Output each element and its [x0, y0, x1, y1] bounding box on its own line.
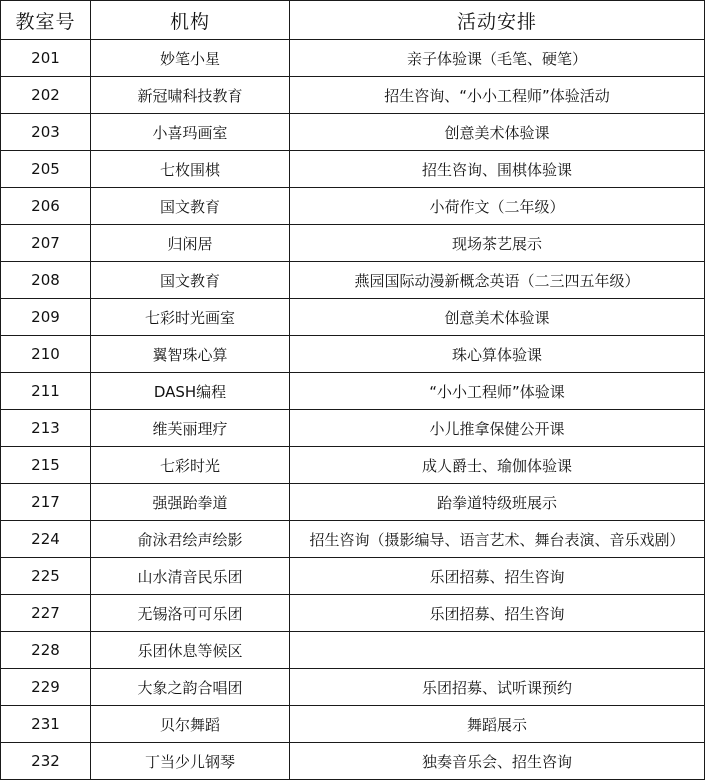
activity-cell: 现场茶艺展示	[290, 225, 705, 262]
table-row	[1, 669, 705, 706]
table-body	[1, 40, 705, 780]
activity-cell: 舞蹈展示	[290, 706, 705, 743]
table-row	[1, 336, 705, 373]
room-number-cell: 206	[1, 188, 91, 225]
activity-cell: 招生咨询、“小小工程师”体验活动	[290, 77, 705, 114]
room-number-cell: 229	[1, 669, 91, 706]
activity-cell: 小荷作文（二年级）	[290, 188, 705, 225]
organization-cell: 新冠啸科技教育	[91, 77, 290, 114]
activity-cell: 亲子体验课（毛笔、硬笔）	[290, 40, 705, 77]
header-row	[1, 1, 705, 40]
room-number-cell: 213	[1, 410, 91, 447]
activity-cell: 独奏音乐会、招生咨询	[290, 743, 705, 780]
room-number-cell: 211	[1, 373, 91, 410]
organization-cell: 无锡洛可可乐团	[91, 595, 290, 632]
room-number-cell: 224	[1, 521, 91, 558]
organization-cell: 强强跆拳道	[91, 484, 290, 521]
activity-cell: 小儿推拿保健公开课	[290, 410, 705, 447]
activity-cell: 燕园国际动漫新概念英语（二三四五年级）	[290, 262, 705, 299]
organization-cell: 归闲居	[91, 225, 290, 262]
organization-cell: DASH编程	[91, 373, 290, 410]
organization-cell: 乐团休息等候区	[91, 632, 290, 669]
table-row	[1, 262, 705, 299]
table-row	[1, 373, 705, 410]
room-number-cell: 203	[1, 114, 91, 151]
table-row	[1, 410, 705, 447]
table-row	[1, 595, 705, 632]
table-header	[1, 1, 705, 40]
table-row	[1, 743, 705, 780]
organization-cell: 维芙丽理疗	[91, 410, 290, 447]
activity-cell: 珠心算体验课	[290, 336, 705, 373]
activity-cell	[290, 632, 705, 669]
table-row	[1, 632, 705, 669]
activity-cell: 招生咨询、围棋体验课	[290, 151, 705, 188]
table-row	[1, 299, 705, 336]
room-number-cell: 208	[1, 262, 91, 299]
organization-cell: 小喜玛画室	[91, 114, 290, 151]
room-number-cell: 207	[1, 225, 91, 262]
room-number-cell: 227	[1, 595, 91, 632]
room-number-cell: 231	[1, 706, 91, 743]
organization-cell: 山水清音民乐团	[91, 558, 290, 595]
table-row	[1, 151, 705, 188]
table-row	[1, 558, 705, 595]
activity-cell: “小小工程师”体验课	[290, 373, 705, 410]
header-room: 教室号	[1, 1, 91, 40]
table-row	[1, 521, 705, 558]
table-row	[1, 114, 705, 151]
organization-cell: 国文教育	[91, 262, 290, 299]
table-row	[1, 706, 705, 743]
organization-cell: 国文教育	[91, 188, 290, 225]
table-row	[1, 447, 705, 484]
room-number-cell: 210	[1, 336, 91, 373]
room-number-cell: 217	[1, 484, 91, 521]
room-number-cell: 205	[1, 151, 91, 188]
room-number-cell: 202	[1, 77, 91, 114]
table-row	[1, 225, 705, 262]
room-number-cell: 225	[1, 558, 91, 595]
activity-cell: 创意美术体验课	[290, 299, 705, 336]
organization-cell: 俞泳君绘声绘影	[91, 521, 290, 558]
organization-cell: 七枚围棋	[91, 151, 290, 188]
activity-cell: 乐团招募、招生咨询	[290, 558, 705, 595]
organization-cell: 翼智珠心算	[91, 336, 290, 373]
room-number-cell: 232	[1, 743, 91, 780]
header-activity: 活动安排	[290, 1, 705, 40]
organization-cell: 丁当少儿钢琴	[91, 743, 290, 780]
table-row	[1, 77, 705, 114]
header-organization: 机构	[91, 1, 290, 40]
organization-cell: 妙笔小星	[91, 40, 290, 77]
organization-cell: 七彩时光画室	[91, 299, 290, 336]
room-number-cell: 201	[1, 40, 91, 77]
room-number-cell: 215	[1, 447, 91, 484]
activity-cell: 跆拳道特级班展示	[290, 484, 705, 521]
room-number-cell: 209	[1, 299, 91, 336]
organization-cell: 大象之韵合唱团	[91, 669, 290, 706]
activity-cell: 成人爵士、瑜伽体验课	[290, 447, 705, 484]
room-number-cell: 228	[1, 632, 91, 669]
activity-cell: 乐团招募、招生咨询	[290, 595, 705, 632]
table-row	[1, 40, 705, 77]
organization-cell: 贝尔舞蹈	[91, 706, 290, 743]
activity-cell: 乐团招募、试听课预约	[290, 669, 705, 706]
table-row	[1, 188, 705, 225]
activity-cell: 创意美术体验课	[290, 114, 705, 151]
table-row	[1, 484, 705, 521]
activity-cell: 招生咨询（摄影编导、语言艺术、舞台表演、音乐戏剧）	[290, 521, 705, 558]
organization-cell: 七彩时光	[91, 447, 290, 484]
